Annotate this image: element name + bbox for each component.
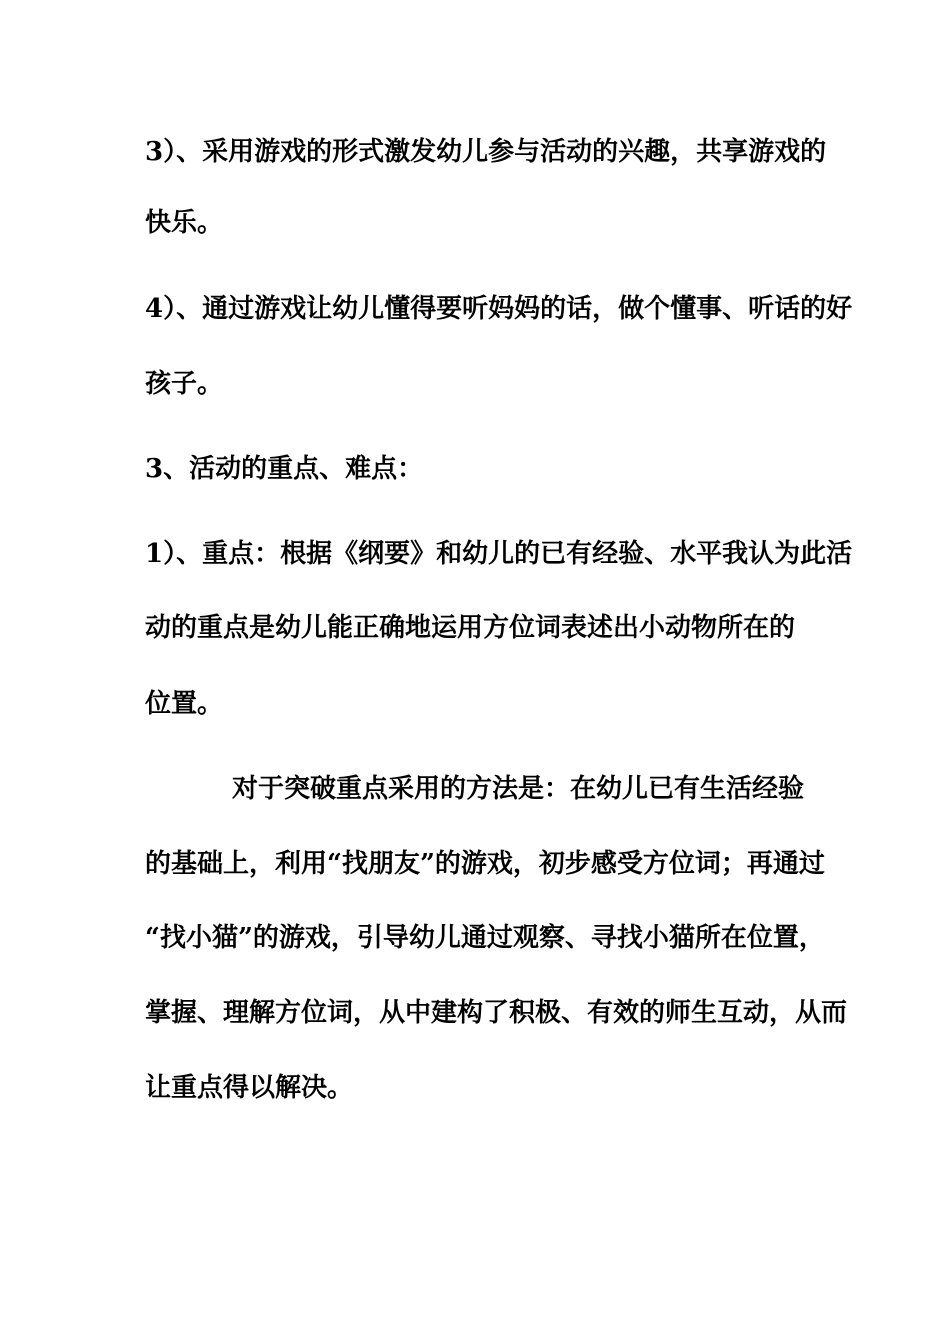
text-line: 让重点得以解决。 xyxy=(145,1073,354,1103)
section-heading: 3、活动的重点、难点： xyxy=(145,454,424,484)
text-line: 快乐。 xyxy=(145,208,224,238)
text-line: 的基础上，利用“找朋友”的游戏，初步感受方位词；再通过 xyxy=(145,849,825,879)
text-line: “找小猫”的游戏，引导幼儿通过观察、寻找小猫所在位置， xyxy=(145,923,825,953)
paragraph-first-line: 对于突破重点采用的方法是：在幼儿已有生活经验 xyxy=(232,774,805,804)
text-line: 1）、重点：根据《纲要》和幼儿的已有经验、水平我认为此活 xyxy=(145,539,853,569)
text-line: 位置。 xyxy=(145,689,224,719)
text-line: 孩子。 xyxy=(145,369,224,399)
text-line: 掌握、理解方位词，从中建构了积极、有效的师生互动，从而 xyxy=(145,998,848,1028)
text-line: 3）、采用游戏的形式激发幼儿参与活动的兴趣，共享游戏的 xyxy=(145,137,827,167)
text-line: 4）、通过游戏让幼儿懂得要听妈妈的话，做个懂事、听话的好 xyxy=(145,294,853,324)
text-line: 动的重点是幼儿能正确地运用方位词表述出小动物所在的 xyxy=(145,613,796,643)
